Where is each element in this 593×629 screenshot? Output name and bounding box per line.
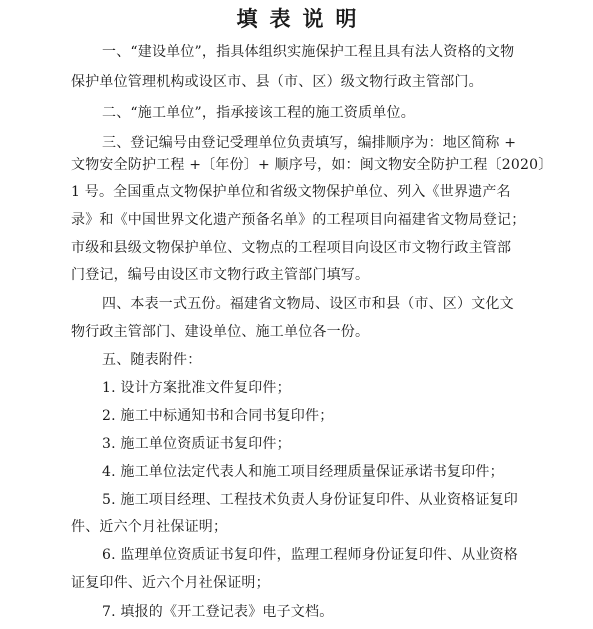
text-line: 三、登记编号由登记受理单位负责填写，编排顺序为：地区简称 + — [102, 135, 517, 151]
page-title: 填表说明 — [236, 6, 369, 31]
attachment-item: 6. 监理单位资质证书复印件，监理工程师身份证复印件、从业资格 — [102, 547, 519, 563]
text-line: 录》和《中国世界文化遗产预备名单》的工程项目向福建省文物局登记； — [71, 212, 526, 228]
attachment-item-continued: 证复印件、近六个月社保证明； — [71, 575, 270, 591]
text-line: 一、“建设单位”，指具体组织实施保护工程且具有法人资格的文物 — [102, 44, 515, 60]
attachment-item: 7. 填报的《开工登记表》电子文档。 — [102, 604, 334, 620]
text-line: 文物安全防护工程 +〔年份〕+ 顺序号，如：闽文物安全防护工程〔2020〕 — [71, 157, 553, 173]
attachment-item: 2. 施工中标通知书和合同书复印件； — [102, 408, 334, 424]
text-line: 五、随表附件： — [102, 352, 202, 368]
text-line: 物行政主管部门、建设单位、施工单位各一份。 — [71, 324, 370, 340]
text-line: 四、本表一式五份。福建省文物局、设区市和县（市、区）文化文 — [102, 296, 514, 312]
text-line: 1 号。全国重点文物保护单位和省级文物保护单位、列入《世界遗产名 — [71, 184, 511, 200]
text-line: 保护单位管理机构或设区市、县（市、区）级文物行政主管部门。 — [71, 74, 483, 90]
text-line: 二、“施工单位”，指承接该工程的施工资质单位。 — [102, 105, 415, 121]
text-line: 门登记，编号由设区市文物行政主管部门填写。 — [71, 267, 370, 283]
attachment-item: 1. 设计方案批准文件复印件； — [102, 380, 291, 396]
attachment-item: 4. 施工单位法定代表人和施工项目经理质量保证承诺书复印件； — [102, 464, 504, 480]
attachment-item: 5. 施工项目经理、工程技术负责人身份证复印件、从业资格证复印 — [102, 492, 519, 508]
attachment-item: 3. 施工单位资质证书复印件； — [102, 436, 291, 452]
text-line: 市级和县级文物保护单位、文物点的工程项目向设区市文物行政主管部 — [71, 240, 512, 256]
attachment-item-continued: 件、近六个月社保证明； — [71, 519, 228, 535]
